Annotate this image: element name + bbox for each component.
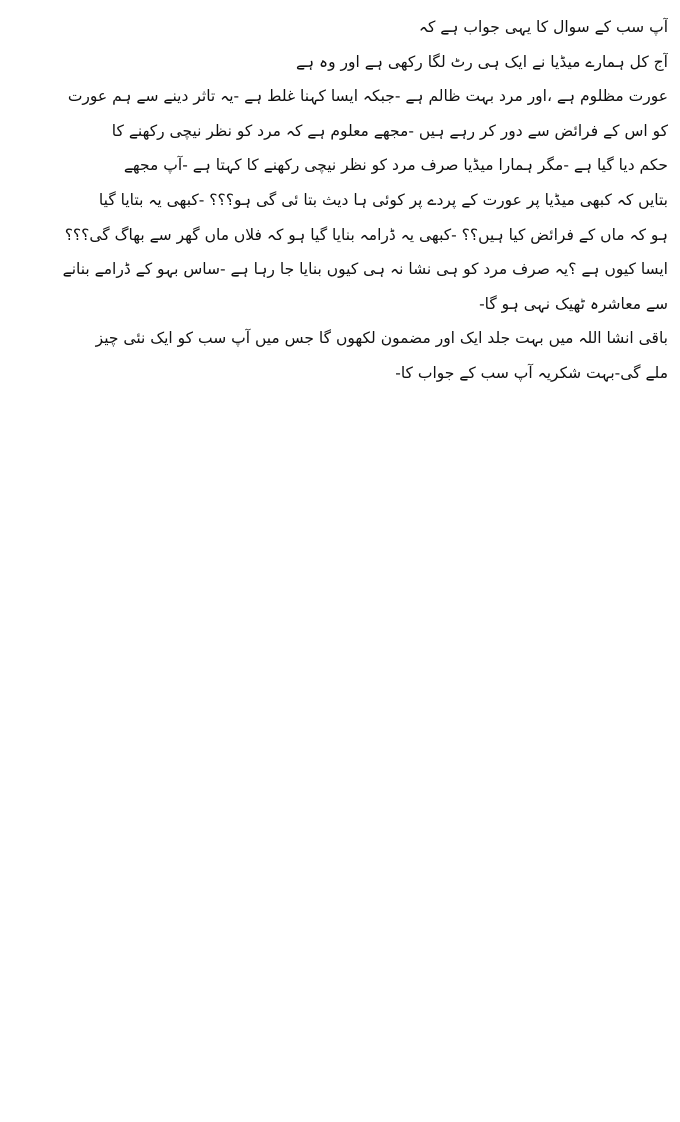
document-body: [6, 10, 668, 391]
text-line: آج کل ہمارے میڈیا نے ایک ہی رٹ لگا رکھی ہے اور وہ ہے: [295, 52, 668, 71]
text-line: ملے گی-بہت شکریہ آپ سب کے جواب کا-: [395, 363, 668, 382]
text-line: سے معاشرہ ٹھیک نہی ہو گا-: [479, 294, 668, 313]
text-line: آپ سب کے سوال کا یہی جواب ہے کہ: [418, 18, 668, 36]
text-line: ایسا کیوں ہے ؟یہ صرف مرد کو ہی نشا نہ ہی کیوں بنایا جا رہا ہے -ساس بہو کے ڈرامے بنانے: [62, 260, 668, 279]
text-line: حکم دیا گیا ہے -مگر ہمارا میڈیا صرف مرد کو نظر نیچی رکھنے کا کہتا ہے -آپ مجھے: [123, 156, 668, 175]
text-line: کو اس کے فرائض سے دور کر رہے ہیں -مجھے معلوم ہے کہ مرد کو نظر نیچی رکھنے کا: [111, 121, 668, 140]
text-line: عورت مظلوم ہے ،اور مرد بہت ظالم ہے -جبکہ ایسا کہنا غلط ہے -یہ تاثر دینے سے ہم عورت: [67, 87, 668, 106]
text-line: ہو کہ ماں کے فرائض کیا ہیں؟؟ -کبھی یہ ڈرامہ بنایا گیا ہو کہ فلاں ماں گھر سے بھاگ گی؟؟؟: [64, 225, 668, 244]
text-line: باقی انشا اللہ میں بہت جلد ایک اور مضمون لکھوں گا جس میں آپ سب کو ایک نئی چیز: [95, 329, 668, 348]
text-line: بتایں کہ کبھی میڈیا پر عورت کے پردے پر کوئی ہا دیث بتا ئی گی ہو؟؟؟ -کبھی یہ بتایا گیا: [98, 190, 668, 209]
